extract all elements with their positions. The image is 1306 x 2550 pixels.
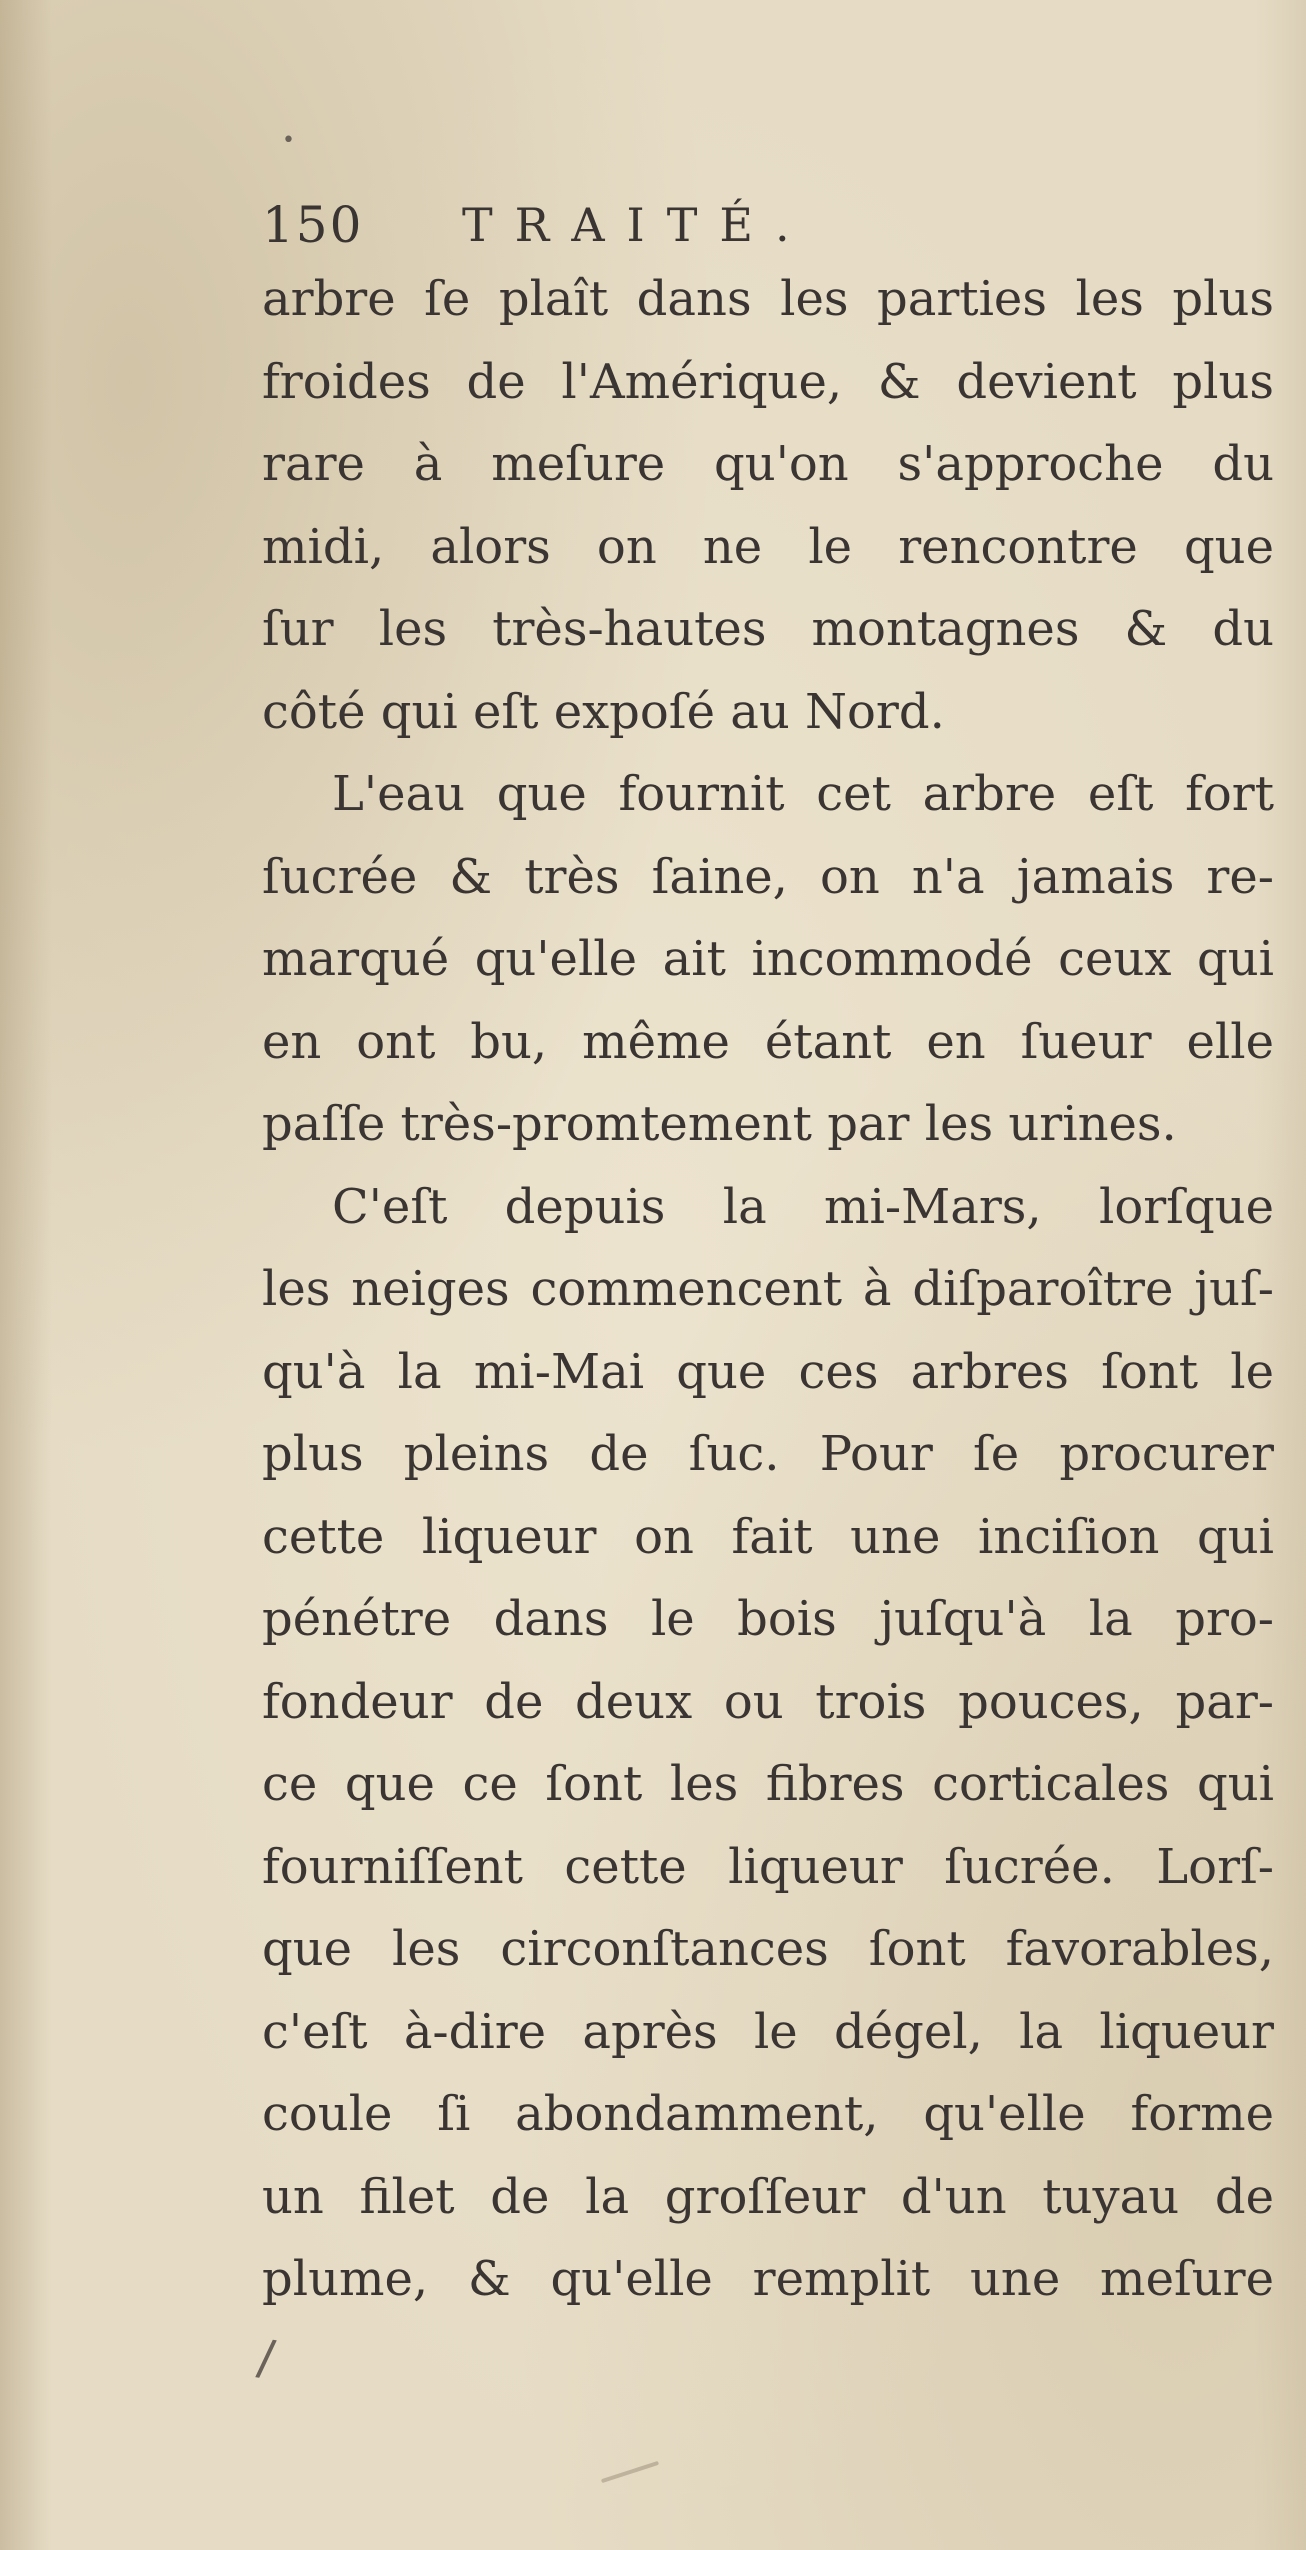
running-head	[262, 190, 1022, 260]
text-line: ſur les très-hautes montagnes & du	[262, 601, 1274, 657]
text-line: plume, & qu'elle remplit une meſure	[262, 2251, 1274, 2307]
text-line: L'eau que fournit cet arbre eſt fort	[332, 766, 1274, 822]
text-line: ſucrée & très ſaine, on n'a jamais re-	[262, 848, 1274, 905]
running-title: TRAITÉ.	[462, 198, 812, 252]
text-line: que les circonſtances ſont favorables,	[262, 1921, 1274, 1977]
text-line: coule ſi abondamment, qu'elle forme	[262, 2086, 1274, 2142]
text-line: fourniſſent cette liqueur ſucrée. Lorſ-	[262, 1838, 1274, 1895]
text-line: qu'à la mi-Mai que ces arbres ſont le	[262, 1343, 1274, 1400]
page-number: 150	[262, 196, 364, 254]
text-line: côté qui eſt expoſé au Nord.	[262, 683, 945, 740]
text-line: rare à meſure qu'on s'approche du	[262, 436, 1274, 492]
ink-smudge	[601, 2461, 659, 2483]
text-line: midi, alors on ne le rencontre que	[262, 518, 1274, 575]
text-line: arbre ſe plaît dans les parties les plus	[262, 271, 1274, 327]
ink-dot: •	[282, 128, 295, 153]
text-line: fondeur de deux ou trois pouces, par-	[262, 1673, 1274, 1730]
ink-mark: /	[254, 2329, 278, 2387]
text-line: froides de l'Amérique, & devient plus	[262, 353, 1274, 410]
text-line: plus pleins de ſuc. Pour ſe procurer	[262, 1426, 1274, 1482]
text-line: cette liqueur on fait une inciſion qui	[262, 1508, 1274, 1565]
text-line: les neiges commencent à diſparoître juſ-	[262, 1261, 1274, 1317]
text-line: ce que ce ſont les fibres corticales qui	[262, 1756, 1274, 1812]
text-line: C'eſt depuis la mi-Mars, lorſque	[332, 1178, 1274, 1235]
text-line: pénétre dans le bois juſqu'à la pro-	[262, 1591, 1274, 1647]
text-line: en ont bu, même étant en ſueur elle	[262, 1013, 1274, 1070]
text-line: paſſe très-promtement par les urines.	[262, 1096, 1177, 1152]
text-line: marqué qu'elle ait incommodé ceux qui	[262, 931, 1274, 987]
text-line: un filet de la groſſeur d'un tuyau de	[262, 2168, 1274, 2225]
text-line: c'eſt à-dire après le dégel, la liqueur	[262, 2003, 1274, 2060]
body-text	[262, 258, 1274, 2321]
